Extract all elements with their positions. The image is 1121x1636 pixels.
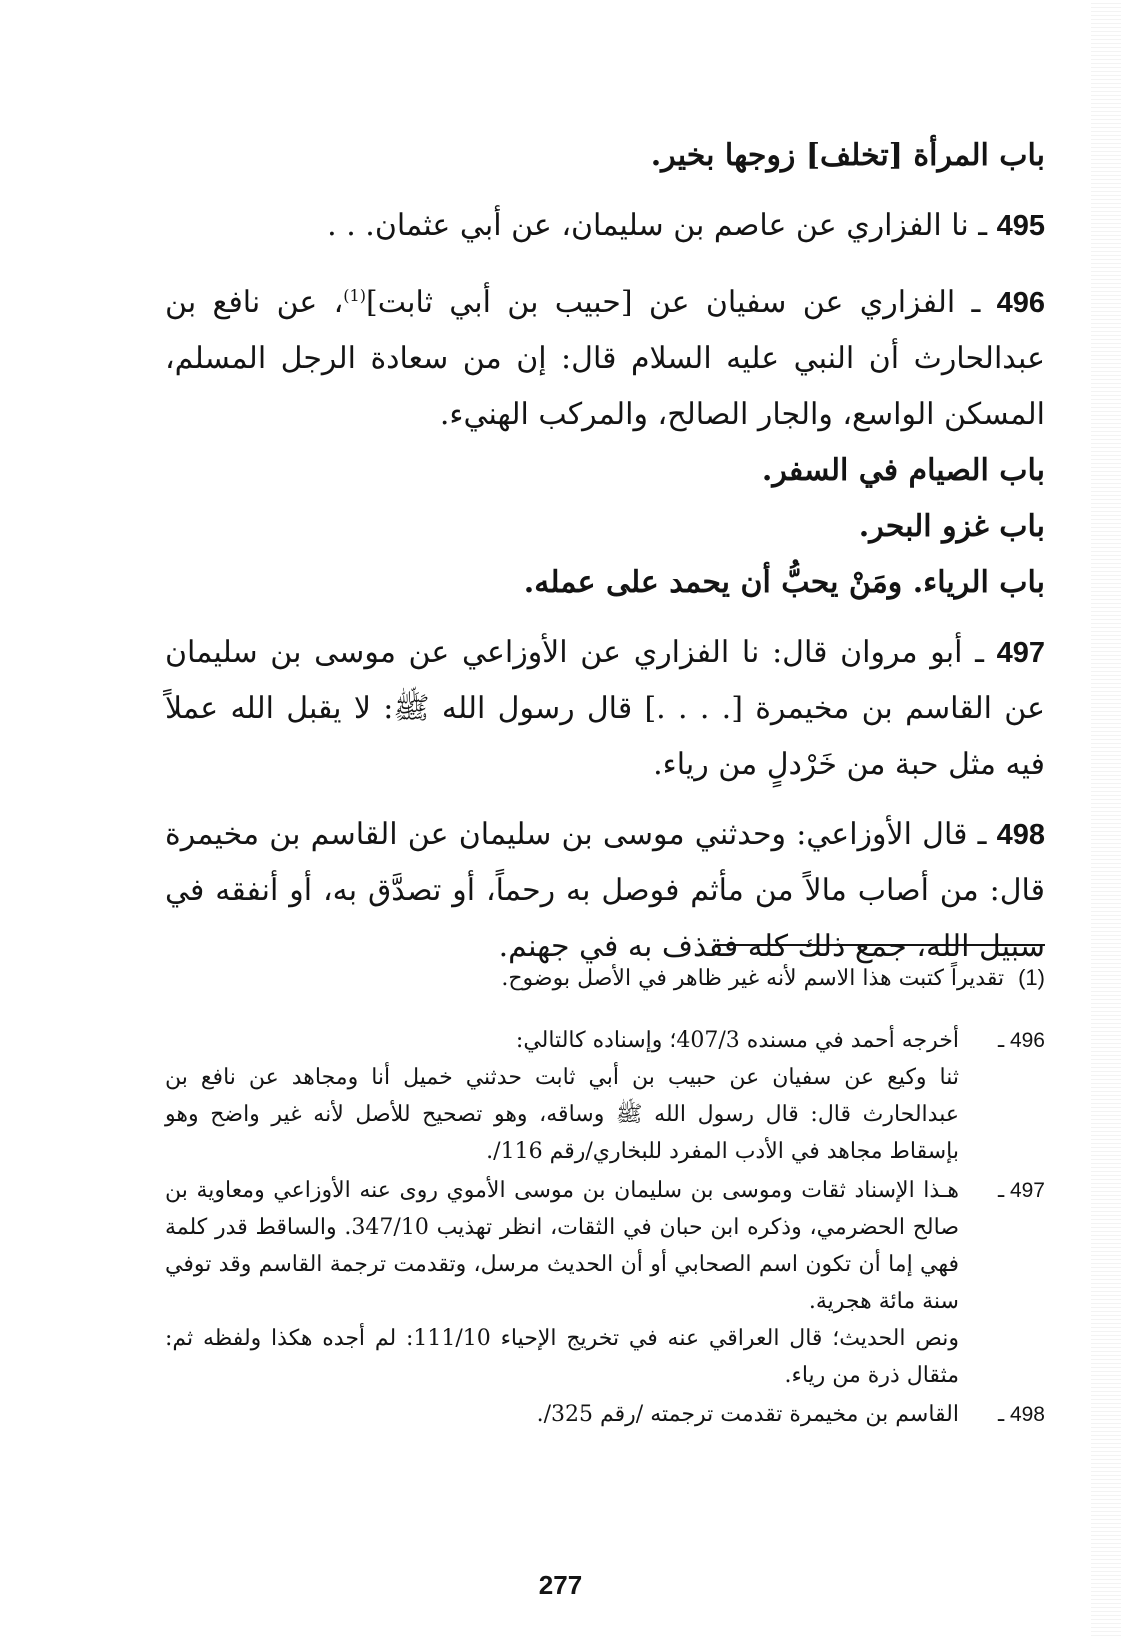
section-heading: باب غزو البحر. — [858, 509, 1045, 544]
hadith-text: ـ نا الفزاري عن عاصم بن سليمان، عن أبي عثمان. . . — [327, 208, 997, 243]
note-line: هـذا الإسناد ثقات وموسى بن سليمان بن موسى الأموي روى عنه الأوزاعي ومعاوية بن صالح الحضرمي، وذكره ابن حبان في الثقات، انظر تهذيب 347/10. والساقط قدر كلمة فهي إما أن تكون اسم الصحابي أو أن الحديث مرسل، وتقدمت ترجمة القاسم وقد توفي سنة مائة هجرية. — [165, 1178, 959, 1314]
hadith-number: 496 — [996, 287, 1046, 319]
note-line: ونص الحديث؛ قال العراقي عنه في تخريج الإحياء 111/10: لم أجده هكذا ولفظه ثم: مثقال ذرة من رياء. — [165, 1326, 959, 1388]
footnote-reference: (1) — [343, 286, 366, 305]
note-line: ثنا وكيع عن سفيان عن حبيب بن أبي ثابت حدثني خميل أنا ومجاهد عن نافع بن عبدالحارث قال: قال رسول الله ﷺ وساقه، وهو تصحيح للأصل لأنه غير واضح وهو بإسقاط مجاهد في الأدب المفرد للبخاري/رقم 116/. — [165, 1065, 959, 1164]
footnote-text: تقديراً كتبت هذا الاسم لأنه غير ظاهر في الأصل بوضوح. — [501, 966, 1005, 991]
hadith-text: ـ الفزاري عن سفيان عن [حبيب بن أبي ثابت] — [365, 285, 997, 320]
note-number: 496 ـ — [997, 1029, 1045, 1052]
note-number: 497 ـ — [997, 1179, 1045, 1202]
hadith-496 — [165, 268, 1045, 443]
section-heading: باب الرياء. ومَنْ يحبُّ أن يحمد على عمله. — [523, 565, 1045, 600]
hadith-number: 497 — [996, 637, 1045, 669]
note-line: القاسم بن مخيمرة تقدمت ترجمته /رقم 325/. — [536, 1402, 959, 1427]
note-body — [165, 1396, 959, 1433]
note-497 — [165, 1172, 1045, 1394]
main-text — [165, 128, 1045, 975]
note-498 — [165, 1396, 1045, 1433]
section-heading: باب المرأة [تخلف] زوجها بخير. — [650, 138, 1045, 173]
commentary-notes — [165, 1022, 1045, 1435]
footnote-marker: (1) — [1018, 965, 1045, 990]
footnote-divider — [715, 944, 1045, 946]
page-number: 277 — [538, 1570, 583, 1600]
note-496 — [165, 1022, 1045, 1170]
section-heading: باب الصيام في السفر. — [761, 453, 1045, 488]
note-body — [165, 1022, 959, 1170]
scan-edge — [1091, 0, 1121, 1636]
hadith-495 — [165, 198, 1045, 254]
footnote — [165, 958, 1045, 999]
note-body — [165, 1172, 959, 1394]
hadith-number: 498 — [996, 819, 1045, 851]
hadith-498 — [165, 807, 1045, 975]
hadith-text-continued: ، عن نافع بن عبدالحارث أن النبي عليه السلام قال: إن من سعادة الرجل المسلم، المسكن الواسع، والجار الصالح، والمركب الهنيء. — [165, 285, 1045, 432]
hadith-497 — [165, 625, 1045, 793]
note-line: أخرجه أحمد في مسنده 407/3؛ وإسناده كالتالي: — [515, 1028, 959, 1053]
hadith-number: 495 — [996, 210, 1045, 242]
note-number: 498 ـ — [997, 1403, 1045, 1426]
hadith-text: ـ أبو مروان قال: نا الفزاري عن الأوزاعي عن موسى بن سليمان عن القاسم بن مخيمرة [. . . .] قال رسول الله ﷺ: لا يقبل الله عملاً فيه مثل حبة من خَرْدلٍ من رياء. — [165, 635, 1045, 782]
hadith-text: ـ قال الأوزاعي: وحدثني موسى بن سليمان عن القاسم بن مخيمرة قال: من أصاب مالاً من مأثم فوصل به رحماً، أو تصدَّق به، أو أنفقه في سبيل الله، جمع ذلك كله فقذف به في جهنم. — [165, 817, 1045, 964]
